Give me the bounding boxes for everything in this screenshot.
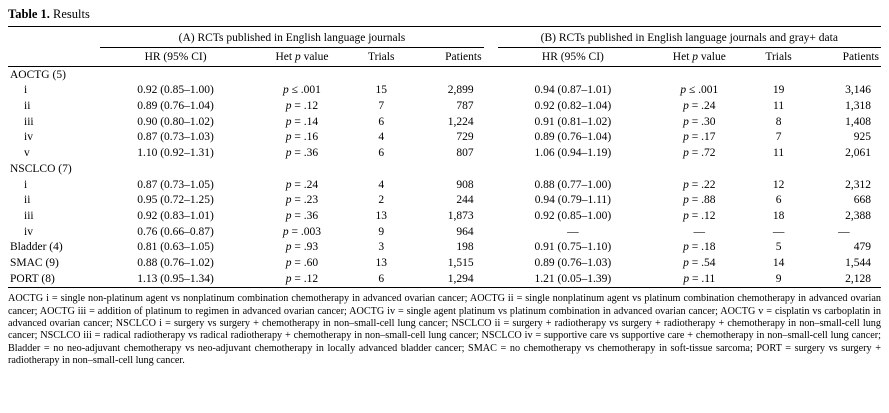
cell-a-trials: 3 <box>378 241 385 254</box>
cell-b-patients: 3,146 <box>845 84 871 97</box>
group-gap <box>484 256 498 272</box>
cell-a-patients <box>409 67 483 83</box>
group-a-heading: (A) RCTs published in English language journals <box>100 27 483 48</box>
cell-a-trials: 13 <box>375 209 387 222</box>
group-gap <box>484 240 498 256</box>
cell-b-patients: 925 <box>853 131 871 144</box>
row-label: SMAC (9) <box>10 257 59 270</box>
cell-b-hr: 0.94 (0.79–1.11) <box>534 194 611 207</box>
cell-a-patients: 807 <box>456 147 474 160</box>
table-row <box>8 146 881 162</box>
cell-a-patients: 964 <box>456 225 474 238</box>
cell-a-het: p = .24 <box>285 178 319 191</box>
cell-b-hr: 0.92 (0.85–1.00) <box>534 209 612 222</box>
cell-b-hr: — <box>567 225 579 238</box>
cell-b-patients: 668 <box>853 194 871 207</box>
cell-a-hr: 0.81 (0.63–1.05) <box>137 241 214 254</box>
cell-a-hr: 0.87 (0.73–1.05) <box>137 178 214 191</box>
table-row <box>8 193 881 209</box>
cell-b-hr <box>498 67 649 83</box>
cell-a-het <box>251 67 353 83</box>
row-label: NSCLCO (7) <box>10 162 72 175</box>
cell-b-trials: — <box>772 225 785 238</box>
cell-a-het: p ≤ .001 <box>283 84 321 97</box>
cell-a-het <box>251 161 353 177</box>
table-title <box>8 7 881 22</box>
cell-b-hr: 0.88 (0.77–1.00) <box>534 178 612 191</box>
cell-b-patients: 479 <box>853 241 871 254</box>
cell-b-hr: 0.91 (0.75–1.10) <box>534 241 612 254</box>
table-caption: Results <box>53 7 90 21</box>
cell-b-trials <box>750 67 806 83</box>
cell-a-patients: 198 <box>456 241 474 254</box>
group-heading-row <box>8 27 881 48</box>
cell-b-trials: 7 <box>775 131 782 144</box>
cell-a-trials: 13 <box>375 257 387 270</box>
cell-a-patients: 244 <box>456 194 474 207</box>
row-label: PORT (8) <box>8 271 100 287</box>
row-label: iii <box>24 209 34 222</box>
table-row <box>8 130 881 146</box>
cell-b-trials: 11 <box>773 147 785 160</box>
cell-a-patients: 729 <box>456 131 474 144</box>
cell-a-trials: 7 <box>378 99 385 112</box>
group-gap <box>484 146 498 162</box>
table-row <box>8 271 881 287</box>
cell-b-patients: 1,544 <box>845 257 871 270</box>
row-label: i <box>24 178 28 191</box>
cell-b-het: p = .22 <box>683 178 716 191</box>
cell-b-het: p = .88 <box>683 194 716 207</box>
row-label: ii <box>24 194 31 207</box>
cell-a-trials: 2 <box>378 194 385 207</box>
cell-a-patients: 908 <box>456 178 474 191</box>
row-label-stub <box>8 27 100 48</box>
group-gap <box>484 98 498 114</box>
group-gap <box>484 161 498 177</box>
group-gap <box>484 224 498 240</box>
cell-b-patients <box>807 161 881 177</box>
cell-a-hr: 0.90 (0.80–1.02) <box>137 115 214 128</box>
cell-b-trials: 19 <box>772 84 785 97</box>
results-table <box>8 26 881 288</box>
cell-b-trials: 12 <box>772 178 785 191</box>
cell-b-patients: 2,312 <box>845 178 871 191</box>
cell-a-trials: 4 <box>378 131 385 144</box>
cell-a-trials <box>353 67 409 83</box>
row-label: Bladder (4) <box>10 241 63 254</box>
row-label: iv <box>24 225 33 238</box>
cell-b-trials: 11 <box>773 99 785 112</box>
group-gap <box>484 193 498 209</box>
cell-b-het: p = .72 <box>683 147 716 160</box>
cell-a-trials: 6 <box>378 115 385 128</box>
group-gap <box>484 48 498 67</box>
table-number: Table 1. <box>8 7 50 21</box>
cell-b-het: p = .18 <box>683 241 716 254</box>
cell-a-hr <box>100 161 251 177</box>
table-row <box>8 240 881 256</box>
cell-a-hr: 0.88 (0.76–1.02) <box>137 257 214 270</box>
cell-a-trials: 6 <box>378 147 385 160</box>
cell-b-trials <box>750 161 806 177</box>
column-header-row <box>8 48 881 67</box>
cell-a-het: p = .23 <box>285 194 319 207</box>
cell-b-het: p ≤ .001 <box>680 84 719 97</box>
cell-a-het: p = .93 <box>285 241 319 254</box>
group-gap <box>484 271 498 287</box>
cell-a-trials: 4 <box>378 178 385 191</box>
cell-a-patients <box>409 161 483 177</box>
row-label: iii <box>24 115 34 128</box>
cell-a-het: p = .12 <box>285 99 319 112</box>
cell-b-het: p = .17 <box>683 131 716 144</box>
cell-b-trials: 18 <box>772 209 785 222</box>
cell-b-het: p = .30 <box>683 115 716 128</box>
group-b-heading: (B) RCTs published in English language journals and gray+ data <box>498 27 881 48</box>
cell-b-hr: 0.92 (0.82–1.04) <box>534 99 612 112</box>
table-row <box>8 224 881 240</box>
cell-a-trials <box>353 161 409 177</box>
footnote: AOCTG i = single non-platinum agent vs nonplatinum combination chemotherapy in advanced ovarian cancer; AOCTG ii = single nonplatinum agent vs platinum combination chemotherapy in advanced ovarian cancer; AOCTG iii = addition of platinum to regimen in advanced ovarian cancer; AOCTG iv = single agent platinum vs platinum combination in advanced ovarian cancer; AOCTG v = cisplatin vs carboplatin in advanced ovarian cancer; NSCLCO i = surgery vs surgery + chemotherapy in non–small-cell lung cancer; NSCLCO ii = surgery + radiotherapy vs surgery + radiotherapy + chemotherapy in non–small-cell lung cancer; NSCLCO iii = radical radiotherapy vs radical radiotherapy + chemotherapy in non–small-cell lung cancer; NSCLCO iv = supportive care vs supportive care + chemotherapy in non–small-cell lung cancer; Bladder = no neo-adjuvant chemotherapy vs neo-adjuvant chemotherapy in locally advanced bladder cancer; SMAC = no chemotherapy vs chemotherapy in soft-tissue sarcoma; PORT = surgery vs surgery + radiotherapy in non–small-cell lung cancer. <box>8 293 881 367</box>
table-row <box>8 98 881 114</box>
group-gap <box>484 208 498 224</box>
cell-b-patients: 1,318 <box>845 99 871 112</box>
col-header-b-hr: HR (95% CI) <box>498 48 649 67</box>
cell-b-het: — <box>693 225 706 238</box>
cell-b-patients: 2,061 <box>845 147 871 160</box>
cell-a-het: p = .16 <box>285 131 319 144</box>
cell-b-het: p = .24 <box>683 99 716 112</box>
cell-b-trials: 6 <box>775 194 782 207</box>
col-header-a-hr: HR (95% CI) <box>100 48 251 67</box>
cell-a-hr: 0.89 (0.76–1.04) <box>137 99 214 112</box>
cell-b-hr: 1.21 (0.05–1.39) <box>498 271 649 287</box>
cell-a-het: p = .12 <box>251 271 353 287</box>
cell-b-patients: 2,388 <box>845 209 871 222</box>
row-label: AOCTG (5) <box>10 68 66 81</box>
cell-a-hr: 0.87 (0.73–1.03) <box>137 131 214 144</box>
cell-b-trials: 8 <box>775 115 782 128</box>
table-row <box>8 208 881 224</box>
cell-b-trials: 14 <box>772 257 785 270</box>
cell-a-het: p = .003 <box>282 225 322 238</box>
cell-b-patients <box>807 67 881 83</box>
cell-a-hr: 1.13 (0.95–1.34) <box>100 271 251 287</box>
row-label-stub <box>8 48 100 67</box>
cell-a-trials: 6 <box>353 271 409 287</box>
cell-a-hr: 0.76 (0.66–0.87) <box>137 225 214 238</box>
group-gap <box>484 130 498 146</box>
cell-a-hr: 0.92 (0.83–1.01) <box>137 209 214 222</box>
row-label: v <box>24 147 30 160</box>
cell-a-trials: 15 <box>375 84 387 97</box>
cell-b-hr: 0.94 (0.87–1.01) <box>534 84 612 97</box>
cell-a-het: p = .36 <box>285 209 319 222</box>
cell-b-hr: 1.06 (0.94–1.19) <box>534 147 612 160</box>
cell-b-trials: 9 <box>750 271 806 287</box>
cell-a-patients: 1,224 <box>447 115 474 128</box>
cell-a-patients: 787 <box>456 99 474 112</box>
cell-b-het <box>648 161 750 177</box>
row-label: iv <box>24 131 33 144</box>
col-header-a-patients: Patients <box>409 48 483 67</box>
table-row <box>8 177 881 193</box>
row-label: i <box>24 84 28 97</box>
col-header-a-het: Het p value <box>251 48 353 67</box>
cell-b-het: p = .54 <box>683 257 716 270</box>
table-row <box>8 256 881 272</box>
cell-a-het: p = .14 <box>285 115 319 128</box>
cell-b-patients: — <box>838 225 850 238</box>
cell-b-het <box>648 67 750 83</box>
group-gap <box>484 67 498 83</box>
col-header-b-patients: Patients <box>807 48 881 67</box>
cell-a-patients: 2,899 <box>447 84 474 97</box>
cell-b-hr: 0.89 (0.76–1.04) <box>534 131 612 144</box>
group-gap <box>484 27 498 48</box>
col-header-b-het: Het p value <box>648 48 750 67</box>
cell-a-het: p = .36 <box>285 147 319 160</box>
table-row <box>8 114 881 130</box>
cell-b-het: p = .12 <box>683 209 716 222</box>
cell-a-hr: 0.95 (0.72–1.25) <box>137 194 214 207</box>
cell-a-patients: 1,515 <box>447 257 474 270</box>
cell-b-het: p = .11 <box>648 271 750 287</box>
col-header-a-trials: Trials <box>353 48 409 67</box>
group-gap <box>484 114 498 130</box>
cell-a-hr: 1.10 (0.92–1.31) <box>137 147 214 160</box>
cell-b-patients: 2,128 <box>807 271 881 287</box>
row-label: ii <box>24 99 31 112</box>
table-row <box>8 67 881 83</box>
cell-a-trials: 9 <box>378 225 385 238</box>
cell-b-hr: 0.89 (0.76–1.03) <box>534 257 612 270</box>
cell-b-trials: 5 <box>775 241 782 254</box>
cell-a-hr: 0.92 (0.85–1.00) <box>137 84 214 97</box>
group-gap <box>484 177 498 193</box>
table-row <box>8 83 881 99</box>
cell-a-het: p = .60 <box>285 257 319 270</box>
cell-b-hr <box>498 161 649 177</box>
table-row <box>8 161 881 177</box>
cell-a-patients: 1,873 <box>447 209 474 222</box>
group-gap <box>484 83 498 99</box>
col-header-b-trials: Trials <box>750 48 806 67</box>
cell-b-patients: 1,408 <box>845 115 871 128</box>
cell-a-patients: 1,294 <box>409 271 483 287</box>
cell-a-hr <box>100 67 251 83</box>
cell-b-hr: 0.91 (0.81–1.02) <box>534 115 612 128</box>
